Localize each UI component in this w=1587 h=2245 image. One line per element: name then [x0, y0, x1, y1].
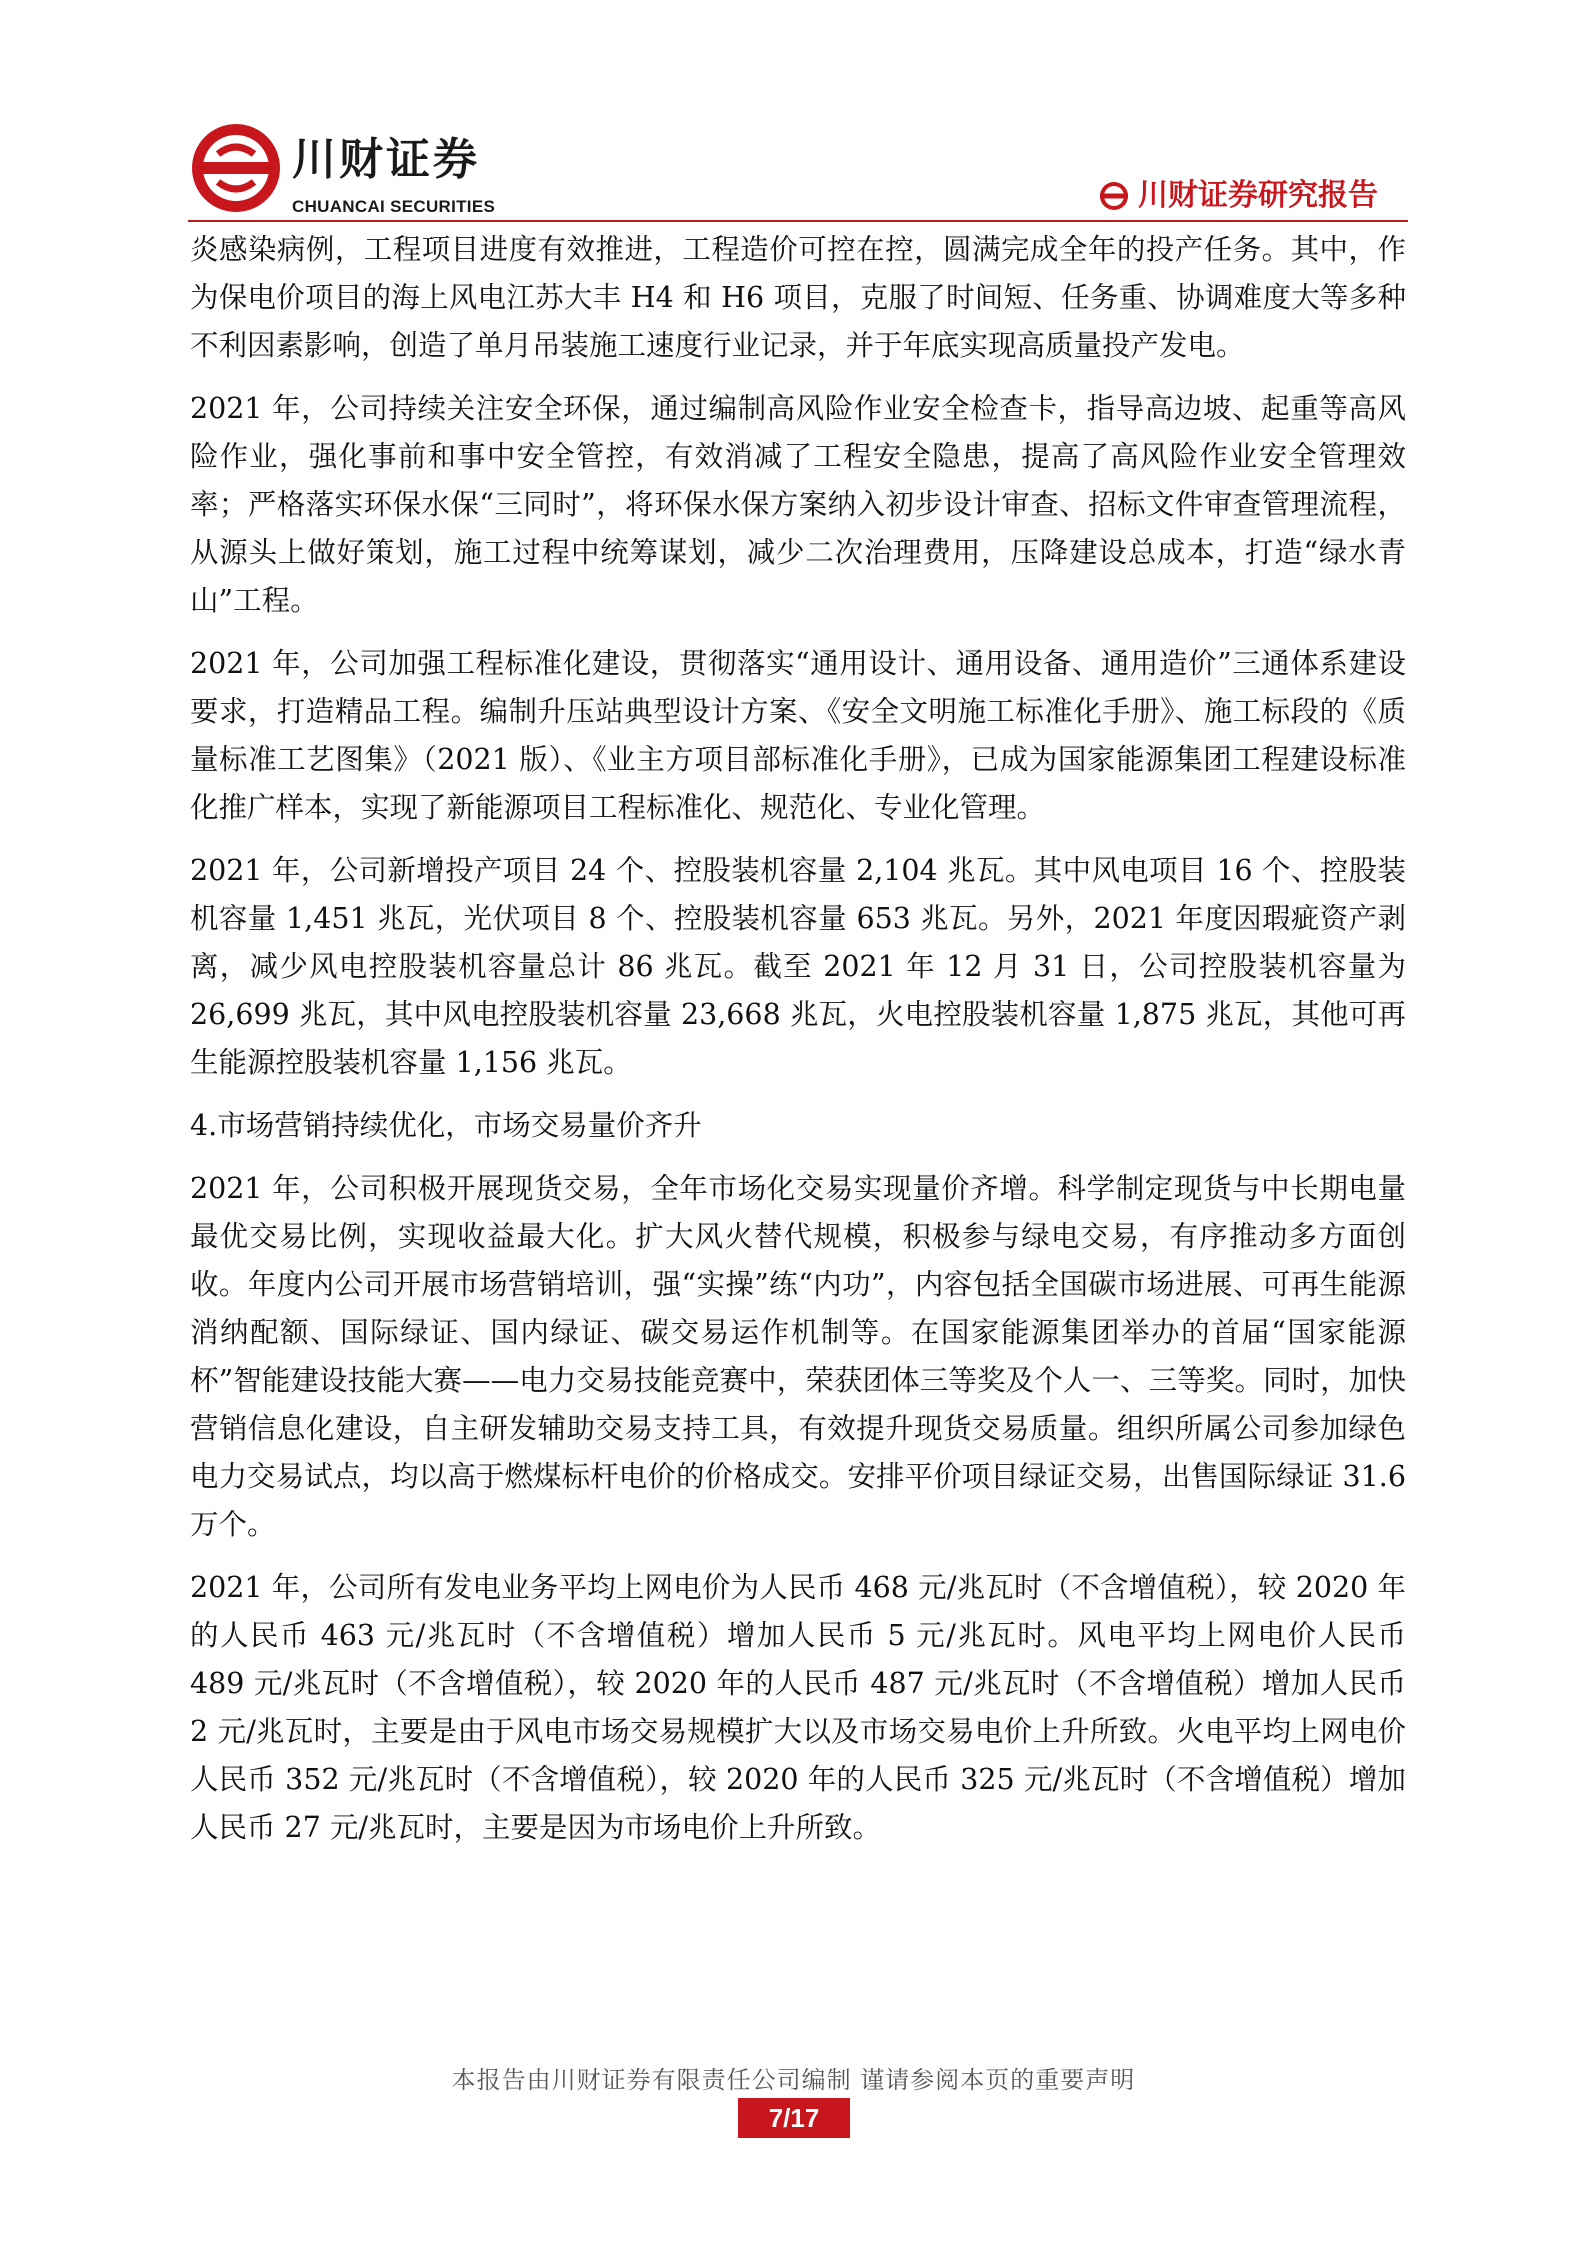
report-tag-label: 川财证券研究报告 [1138, 178, 1378, 213]
header-divider [188, 220, 1408, 222]
report-body [190, 226, 1406, 1867]
body-paragraph: 炎感染病例，工程项目进度有效推进，工程造价可控在控，圆满完成全年的投产任务。其中，作为保电价项目的海上风电江苏大丰 H4 和 H6 项目，克服了时间短、任务重、协调难度大等多种不利因素影响，创造了单月吊装施工速度行业记录，并于年底实现高质量投产发电。 [190, 233, 1406, 362]
body-paragraph: 2021 年，公司所有发电业务平均上网电价为人民币 468 元/兆瓦时（不含增值税），较 2020 年的人民币 463 元/兆瓦时（不含增值税）增加人民币 5 元/兆瓦时。风电平均上网电价人民币 489 元/兆瓦时（不含增值税），较 2020 年的人民币 487 元/兆瓦时（不含增值税）增加人民币 2 元/兆瓦时，主要是由于风电市场交易规模扩大以及市场交易电价上升所致。火电平均上网电价人民币 352 元/兆瓦时（不含增值税），较 2020 年的人民币 325 元/兆瓦时（不含增值税）增加人民币 27 元/兆瓦时，主要是因为市场电价上升所致。 [190, 1571, 1406, 1844]
body-paragraph: 2021 年，公司加强工程标准化建设，贯彻落实“通用设计、通用设备、通用造价”三通体系建设要求，打造精品工程。编制升压站典型设计方案、《安全文明施工标准化手册》、施工标段的《质量标准工艺图集》（2021 版）、《业主方项目部标准化手册》，已成为国家能源集团工程建设标准化推广样本，实现了新能源项目工程标准化、规范化、专业化管理。 [190, 647, 1406, 824]
report-logo-icon [1098, 180, 1130, 212]
body-paragraph: 2021 年，公司持续关注安全环保，通过编制高风险作业安全检查卡，指导高边坡、起重等高风险作业，强化事前和事中安全管控，有效消减了工程安全隐患，提高了高风险作业安全管理效率；严格落实环保水保“三同时”，将环保水保方案纳入初步设计审查、招标文件审查管理流程，从源头上做好策划，施工过程中统筹谋划，减少二次治理费用，压降建设总成本，打造“绿水青山”工程。 [190, 392, 1406, 617]
brand-name-cn: 川财证券 [292, 134, 480, 185]
page-number: 7/17 [738, 2098, 850, 2138]
body-paragraph: 2021 年，公司积极开展现货交易，全年市场化交易实现量价齐增。科学制定现货与中长期电量最优交易比例，实现收益最大化。扩大风火替代规模，积极参与绿电交易，有序推动多方面创收。年度内公司开展市场营销培训，强“实操”练“内功”，内容包括全国碳市场进展、可再生能源消纳配额、国际绿证、国内绿证、碳交易运作机制等。在国家能源集团举办的首届“国家能源杯”智能建设技能大赛——电力交易技能竞赛中，荣获团体三等奖及个人一、三等奖。同时，加快营销信息化建设，自主研发辅助交易支持工具，有效提升现货交易质量。组织所属公司参加绿色电力交易试点，均以高于燃煤标杆电价的价格成交。安排平价项目绿证交易，出售国际绿证 31.6 万个。 [190, 1172, 1406, 1541]
body-paragraph: 2021 年，公司新增投产项目 24 个、控股装机容量 2,104 兆瓦。其中风电项目 16 个、控股装机容量 1,451 兆瓦，光伏项目 8 个、控股装机容量 653 兆瓦。另外，2021 年度因瑕疵资产剥离，减少风电控股装机容量总计 86 兆瓦。截至 2021 年 12 月 31 日，公司控股装机容量为 26,699 兆瓦，其中风电控股装机容量 23,668 兆瓦，火电控股装机容量 1,875 兆瓦，其他可再生能源控股装机容量 1,156 兆瓦。 [190, 854, 1406, 1079]
section-heading: 4.市场营销持续优化，市场交易量价齐升 [190, 1109, 702, 1142]
chuancai-logo-icon [188, 120, 284, 216]
report-tag [1098, 178, 1378, 214]
page-header [0, 0, 1587, 220]
brand-name-en: CHUANCAI SECURITIES [292, 197, 496, 216]
footer-disclaimer: 本报告由川财证券有限责任公司编制 谨请参阅本页的重要声明 [451, 2066, 1136, 2094]
